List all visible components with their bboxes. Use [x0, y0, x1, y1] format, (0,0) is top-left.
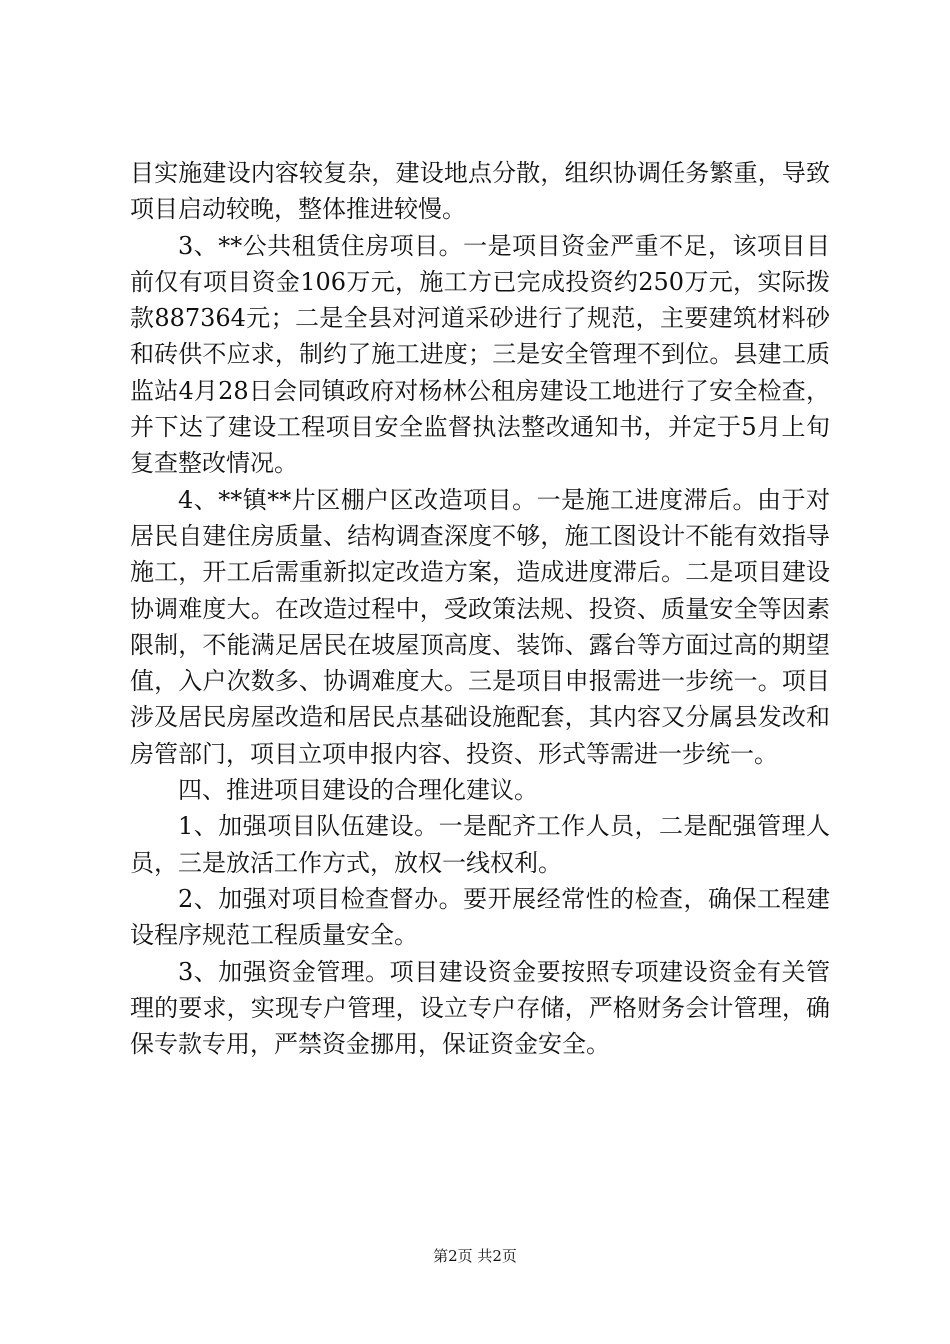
section-heading-recommendations: 四、推进项目建设的合理化建议。 [178, 776, 538, 805]
document-body [130, 155, 830, 1062]
paragraph-recommendation-2: 2、加强对项目检查督办。要开展经常性的检查，确保工程建设程序规范工程质量安全。 [130, 884, 830, 950]
paragraph-recommendation-3: 3、加强资金管理。项目建设资金要按照专项建设资金有关管理的要求，实现专户管理，设立专户存储，严格财务会计管理，确保专款专用，严禁资金挪用，保证资金安全。 [130, 957, 830, 1059]
paragraph-item-4-shantytown-renovation: 4、**镇**片区棚户区改造项目。一是施工进度滞后。由于对居民自建住房质量、结构调查深度不够，施工图设计不能有效指导施工，开工后需重新拟定改造方案，造成进度滞后。二是项目建设协调难度大。在改造过程中，受政策法规、投资、质量安全等因素限制，不能满足居民在坡屋顶高度、装饰、露台等方面过高的期望值，入户次数多、协调难度大。三是项目申报需进一步统一。项目涉及居民房屋改造和居民点基础设施配套，其内容又分属县发改和房管部门，项目立项申报内容、投资、形式等需进一步统一。 [130, 485, 830, 768]
paragraph-item-3-public-rental-housing: 3、**公共租赁住房项目。一是项目资金严重不足，该项目目前仅有项目资金106万元，施工方已完成投资约250万元，实际拨款887364元；二是全县对河道采砂进行了规范，主要建筑材料砂和砖供不应求，制约了施工进度；三是安全管理不到位。县建工质监站4月28日会同镇政府对杨林公租房建设工地进行了安全检查，并下达了建设工程项目安全监督执法整改通知书，并定于5月上旬复查整改情况。 [130, 231, 830, 478]
paragraph-recommendation-1: 1、加强项目队伍建设。一是配齐工作人员，二是配强管理人员，三是放活工作方式，放权一线权利。 [130, 812, 830, 877]
page-number-footer: 第2页 共2页 [433, 1247, 517, 1265]
paragraph-continuation: 目实施建设内容较复杂，建设地点分散，组织协调任务繁重，导致项目启动较晚，整体推进较慢。 [130, 159, 830, 224]
